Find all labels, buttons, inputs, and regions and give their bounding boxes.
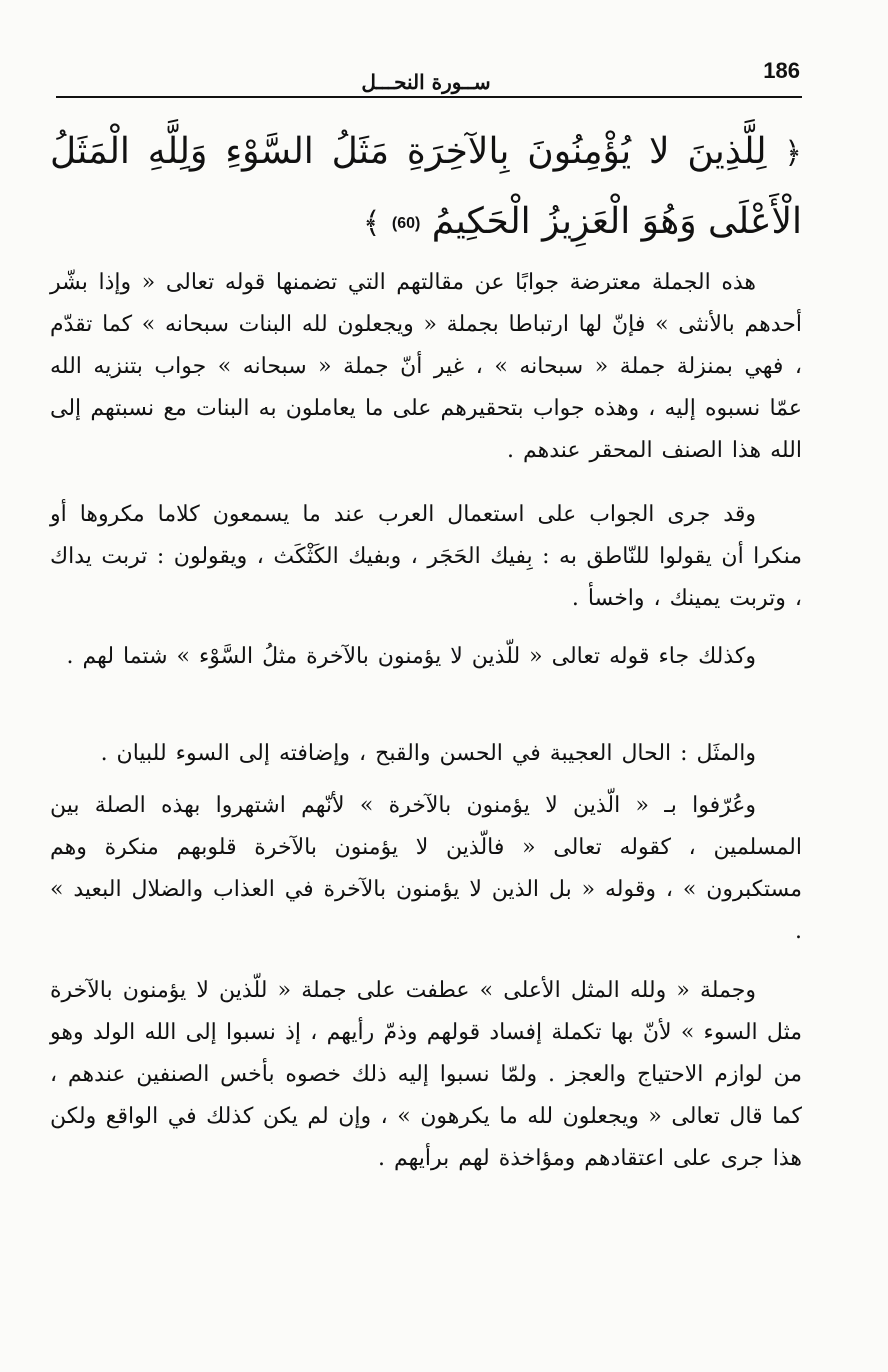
commentary-paragraph: وقد جرى الجواب على استعمال العرب عند ما يسمعون كلاما مكروها أو منكرا أن يقولوا للنّاطق به : بِفيك الحَجَر ، وبفيك الكَثْكَث ، ويقولون : تربت يداك ، وتربت يمينك ، واخسأ . bbox=[50, 502, 802, 611]
page-header bbox=[56, 56, 802, 98]
commentary-paragraph: وجملة « ولله المثل الأعلى » عطفت على جملة « للّذين لا يؤمنون بالآخرة مثل السوء » لأنّ بها تكملة إفساد قولهم وذمّ رأيهم ، إذ نسبوا إلى الله الولد وهو من لوازم الاحتياج والعجز . ولمّا نسبوا إليه ذلك خصوه بأخس الصنفين عندهم ، كما قال تعالى « ويجعلون لله ما يكرهون » ، وإن لم يكن كذلك في الواقع ولكن هذا جرى على اعتقادهم ومؤاخذة لهم برأيهم . bbox=[50, 978, 802, 1171]
page-number: 186 bbox=[763, 58, 800, 83]
commentary-paragraph: والمثَل : الحال العجيبة في الحسن والقبح ، وإضافته إلى السوء للبيان . bbox=[100, 741, 756, 766]
commentary-paragraph: وعُرّفوا بـ « الّذين لا يؤمنون بالآخرة » لأنّهم اشتهروا بهذه الصلة بين المسلمين ، كقوله تعالى « فالّذين لا يؤمنون بالآخرة قلوبهم منكرة وهم مستكبرون » ، وقوله « بل الذين لا يؤمنون بالآخرة في العذاب والضلال البعيد » . bbox=[50, 793, 802, 944]
commentary-paragraph: وكذلك جاء قوله تعالى « للّذين لا يؤمنون بالآخرة مثلُ السَّوْء » شتما لهم . bbox=[66, 644, 756, 669]
verse-text: لِلَّذِينَ لا يُؤْمِنُونَ بِالآخِرَةِ مَثَلُ السَّوْءِ وَلِلَّهِ الْمَثَلُ الْأَعْلَى وَهُوَ الْعَزِيزُ الْحَكِيمُ bbox=[50, 131, 802, 242]
ayah-number: (60) bbox=[391, 215, 421, 232]
quran-verse bbox=[50, 118, 802, 258]
commentary-paragraph: هذه الجملة معترضة جوابًا عن مقالتهم التي تضمنها قوله تعالى « وإذا بشّر أحدهم بالأنثى » فإنّ لها ارتباطا بجملة « ويجعلون لله البنات سبحانه » كما تقدّم ، فهي بمنزلة جملة « سبحانه » ، غير أنّ جملة « سبحانه » جواب بتنزيه الله عمّا نسبوه إليه ، وهذه جواب بتحقيرهم على ما يعاملون به البنات مع نسبتهم إلى الله هذا الصنف المحقر عندهم . bbox=[50, 270, 802, 463]
verse-close-ornament: ﴾ bbox=[362, 206, 381, 241]
verse-open-ornament: ﴿ bbox=[784, 136, 802, 171]
surah-title: ســورة النحـــل bbox=[361, 70, 491, 94]
